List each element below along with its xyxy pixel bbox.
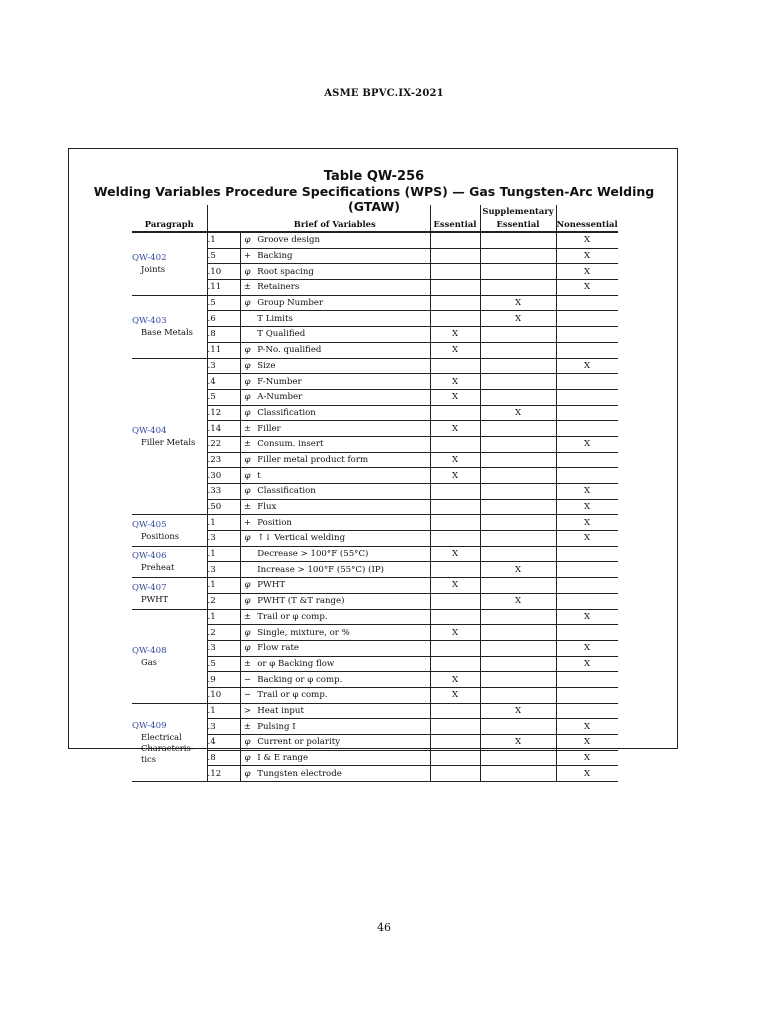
variable-number: .5 bbox=[207, 389, 240, 405]
variable-number: .9 bbox=[207, 672, 240, 688]
paragraph-code: QW-404 bbox=[132, 425, 167, 436]
nonessential-mark bbox=[556, 593, 618, 609]
essential-mark: X bbox=[430, 625, 480, 641]
essential-mark bbox=[430, 499, 480, 515]
nonessential-mark: X bbox=[556, 735, 618, 751]
essential-mark: X bbox=[430, 546, 480, 562]
essential-mark: X bbox=[430, 578, 480, 594]
supplementary-mark bbox=[480, 672, 556, 688]
variable-brief bbox=[240, 672, 430, 688]
nonessential-mark bbox=[556, 421, 618, 437]
variable-symbol: ± bbox=[243, 721, 252, 732]
paragraph-cell bbox=[132, 578, 207, 609]
variable-symbol: φ bbox=[244, 470, 251, 481]
variable-description: PWHT bbox=[257, 580, 286, 591]
variable-number: .3 bbox=[207, 640, 240, 656]
supplementary-mark bbox=[480, 327, 556, 343]
variable-description: Retainers bbox=[257, 282, 300, 293]
paragraph-cell bbox=[132, 358, 207, 515]
variable-symbol: φ bbox=[244, 235, 251, 246]
table-row bbox=[132, 515, 618, 531]
variable-brief bbox=[240, 436, 430, 452]
variable-number: .5 bbox=[207, 656, 240, 672]
nonessential-mark bbox=[556, 625, 618, 641]
supplementary-mark: X bbox=[480, 593, 556, 609]
essential-mark bbox=[430, 750, 480, 766]
variable-number: .1 bbox=[207, 703, 240, 719]
variable-symbol: ± bbox=[243, 611, 252, 622]
variable-brief bbox=[240, 358, 430, 374]
variable-brief bbox=[240, 452, 430, 468]
nonessential-mark: X bbox=[556, 640, 618, 656]
variable-number: .2 bbox=[207, 593, 240, 609]
paragraph-label: Preheat bbox=[141, 562, 175, 573]
variable-brief bbox=[240, 546, 430, 562]
variable-brief bbox=[240, 342, 430, 358]
nonessential-mark: X bbox=[556, 436, 618, 452]
paragraph-code: QW-407 bbox=[132, 582, 167, 593]
variable-number: .8 bbox=[207, 327, 240, 343]
col-header-essential: Essential bbox=[430, 218, 480, 232]
variable-number: .33 bbox=[207, 484, 240, 500]
supplementary-mark: X bbox=[480, 311, 556, 327]
table-row bbox=[132, 358, 618, 374]
col-header-nonessential: Nonessential bbox=[556, 218, 618, 232]
variable-description: Classification bbox=[257, 486, 316, 497]
variable-brief bbox=[240, 421, 430, 437]
variable-symbol: φ bbox=[244, 768, 251, 779]
essential-mark bbox=[430, 248, 480, 264]
essential-mark: X bbox=[430, 672, 480, 688]
variable-number: .6 bbox=[207, 311, 240, 327]
variable-brief bbox=[240, 593, 430, 609]
variable-number: .14 bbox=[207, 421, 240, 437]
variable-description: ↑↓ Vertical welding bbox=[257, 533, 346, 544]
essential-mark: X bbox=[430, 389, 480, 405]
variable-brief bbox=[240, 389, 430, 405]
table-row bbox=[132, 578, 618, 594]
variable-description: P-No. qualified bbox=[257, 345, 322, 356]
paragraph-code: QW-409 bbox=[132, 720, 167, 731]
variable-description: Backing or φ comp. bbox=[257, 674, 343, 685]
variable-symbol: φ bbox=[244, 376, 251, 387]
variable-brief bbox=[240, 374, 430, 390]
essential-mark bbox=[430, 264, 480, 280]
page-number: 46 bbox=[377, 921, 391, 934]
table-frame bbox=[68, 148, 678, 779]
nonessential-mark: X bbox=[556, 248, 618, 264]
variable-description: T Limits bbox=[257, 313, 293, 324]
variable-description: I & E range bbox=[257, 753, 309, 764]
variable-number: .1 bbox=[207, 546, 240, 562]
variable-description: Group Number bbox=[257, 298, 324, 309]
variable-description: Decrease > 100°F (55°C) bbox=[257, 549, 369, 560]
essential-mark bbox=[430, 562, 480, 578]
variable-description: PWHT (T &T range) bbox=[257, 596, 345, 607]
document-header: ASME BPVC.IX-2021 bbox=[324, 88, 444, 99]
variable-brief bbox=[240, 484, 430, 500]
paragraph-code: QW-408 bbox=[132, 645, 167, 656]
variable-description: F-Number bbox=[257, 376, 302, 387]
variable-brief bbox=[240, 687, 430, 703]
variable-brief bbox=[240, 719, 430, 735]
essential-mark bbox=[430, 531, 480, 547]
supplementary-mark bbox=[480, 358, 556, 374]
variable-symbol: φ bbox=[244, 360, 251, 371]
variable-number: .11 bbox=[207, 342, 240, 358]
essential-mark: X bbox=[430, 468, 480, 484]
variable-brief bbox=[240, 280, 430, 296]
col-header-brief: Brief of Variables bbox=[240, 218, 430, 232]
table-row bbox=[132, 295, 618, 311]
supplementary-mark: X bbox=[480, 562, 556, 578]
nonessential-mark bbox=[556, 327, 618, 343]
variable-symbol: − bbox=[243, 690, 252, 701]
supplementary-mark bbox=[480, 468, 556, 484]
variable-symbol: ± bbox=[243, 658, 252, 669]
paragraph-label: PWHT bbox=[141, 593, 169, 604]
variable-number: .1 bbox=[207, 515, 240, 531]
paragraph-cell bbox=[132, 515, 207, 546]
variable-symbol: φ bbox=[244, 486, 251, 497]
supplementary-mark: X bbox=[480, 405, 556, 421]
variable-brief bbox=[240, 625, 430, 641]
variable-brief bbox=[240, 232, 430, 248]
essential-mark bbox=[430, 609, 480, 625]
essential-mark bbox=[430, 280, 480, 296]
variable-description: Flux bbox=[257, 502, 277, 513]
supplementary-mark bbox=[480, 531, 556, 547]
supplementary-mark bbox=[480, 766, 556, 782]
paragraph-code: QW-403 bbox=[132, 316, 167, 327]
variable-number: .12 bbox=[207, 405, 240, 421]
variable-symbol: φ bbox=[244, 298, 251, 309]
variable-number: .12 bbox=[207, 766, 240, 782]
essential-mark: X bbox=[430, 374, 480, 390]
col-header-supplementary-top: Supplementary bbox=[480, 205, 556, 218]
paragraph-label: Filler Metals bbox=[141, 436, 196, 447]
table-body bbox=[132, 232, 618, 782]
supplementary-mark bbox=[480, 750, 556, 766]
supplementary-mark: X bbox=[480, 703, 556, 719]
variable-number: .3 bbox=[207, 358, 240, 374]
paragraph-label: Electrical Characteris- tics bbox=[141, 731, 194, 764]
variable-number: .5 bbox=[207, 295, 240, 311]
variable-description: Trail or φ comp. bbox=[257, 690, 328, 701]
variable-symbol: φ bbox=[244, 643, 251, 654]
supplementary-mark bbox=[480, 625, 556, 641]
variable-number: .3 bbox=[207, 719, 240, 735]
variable-symbol: φ bbox=[244, 737, 251, 748]
variable-brief bbox=[240, 735, 430, 751]
variable-brief bbox=[240, 562, 430, 578]
nonessential-mark: X bbox=[556, 719, 618, 735]
nonessential-mark bbox=[556, 703, 618, 719]
nonessential-mark bbox=[556, 342, 618, 358]
nonessential-mark bbox=[556, 546, 618, 562]
variable-symbol: φ bbox=[244, 392, 251, 403]
variable-number: .8 bbox=[207, 750, 240, 766]
essential-mark bbox=[430, 656, 480, 672]
variable-description: Groove design bbox=[257, 235, 321, 246]
nonessential-mark: X bbox=[556, 656, 618, 672]
supplementary-mark bbox=[480, 499, 556, 515]
essential-mark bbox=[430, 593, 480, 609]
essential-mark: X bbox=[430, 687, 480, 703]
col-header-paragraph: Paragraph bbox=[132, 218, 207, 232]
variable-brief bbox=[240, 703, 430, 719]
paragraph-code: QW-402 bbox=[132, 253, 167, 264]
variable-description: Classification bbox=[257, 407, 316, 418]
variable-symbol: φ bbox=[244, 533, 251, 544]
supplementary-mark bbox=[480, 546, 556, 562]
paragraph-label: Joints bbox=[141, 264, 166, 275]
table-row bbox=[132, 703, 618, 719]
variable-description: Root spacing bbox=[257, 266, 314, 277]
variable-brief bbox=[240, 609, 430, 625]
col-header-supplementary-bottom: Essential bbox=[480, 218, 556, 232]
variable-description: Flow rate bbox=[257, 643, 299, 654]
variable-number: .22 bbox=[207, 436, 240, 452]
variable-symbol: φ bbox=[244, 753, 251, 764]
essential-mark bbox=[430, 640, 480, 656]
variable-brief bbox=[240, 578, 430, 594]
essential-mark bbox=[430, 358, 480, 374]
supplementary-mark bbox=[480, 515, 556, 531]
variable-number: .5 bbox=[207, 248, 240, 264]
variable-symbol: φ bbox=[244, 454, 251, 465]
supplementary-mark bbox=[480, 687, 556, 703]
nonessential-mark: X bbox=[556, 484, 618, 500]
variable-description: Single, mixture, or % bbox=[257, 627, 350, 638]
variables-table bbox=[132, 205, 618, 782]
variable-symbol: ± bbox=[243, 439, 252, 450]
variable-description: Pulsing I bbox=[257, 721, 296, 732]
essential-mark bbox=[430, 311, 480, 327]
supplementary-mark bbox=[480, 280, 556, 296]
variable-description: Filler bbox=[257, 423, 281, 434]
variable-number: .10 bbox=[207, 687, 240, 703]
paragraph-cell bbox=[132, 546, 207, 577]
variable-brief bbox=[240, 640, 430, 656]
supplementary-mark bbox=[480, 656, 556, 672]
variable-symbol: φ bbox=[244, 580, 251, 591]
paragraph-cell bbox=[132, 703, 207, 781]
variable-description: Size bbox=[257, 360, 276, 371]
table-title: Table QW-256 bbox=[323, 169, 425, 184]
supplementary-mark: X bbox=[480, 735, 556, 751]
essential-mark bbox=[430, 703, 480, 719]
supplementary-mark bbox=[480, 264, 556, 280]
nonessential-mark bbox=[556, 468, 618, 484]
variable-number: .3 bbox=[207, 562, 240, 578]
supplementary-mark bbox=[480, 436, 556, 452]
variable-brief bbox=[240, 295, 430, 311]
variable-symbol: φ bbox=[244, 407, 251, 418]
variable-description: A-Number bbox=[257, 392, 303, 403]
supplementary-mark bbox=[480, 609, 556, 625]
table-row bbox=[132, 609, 618, 625]
variable-number: .11 bbox=[207, 280, 240, 296]
nonessential-mark bbox=[556, 578, 618, 594]
nonessential-mark bbox=[556, 311, 618, 327]
essential-mark: X bbox=[430, 327, 480, 343]
variable-number: .4 bbox=[207, 735, 240, 751]
essential-mark bbox=[430, 295, 480, 311]
supplementary-mark bbox=[480, 342, 556, 358]
supplementary-mark bbox=[480, 374, 556, 390]
essential-mark bbox=[430, 735, 480, 751]
nonessential-mark: X bbox=[556, 609, 618, 625]
essential-mark: X bbox=[430, 421, 480, 437]
variable-brief bbox=[240, 656, 430, 672]
variable-symbol: φ bbox=[244, 266, 251, 277]
essential-mark bbox=[430, 436, 480, 452]
variable-number: .50 bbox=[207, 499, 240, 515]
supplementary-mark: X bbox=[480, 295, 556, 311]
variable-symbol: φ bbox=[244, 345, 251, 356]
variable-description: Consum. insert bbox=[257, 439, 324, 450]
variable-brief bbox=[240, 405, 430, 421]
variable-number: .10 bbox=[207, 264, 240, 280]
variable-brief bbox=[240, 468, 430, 484]
essential-mark bbox=[430, 232, 480, 248]
variable-brief bbox=[240, 531, 430, 547]
variable-description: Trail or φ comp. bbox=[257, 611, 328, 622]
essential-mark bbox=[430, 719, 480, 735]
variable-number: .23 bbox=[207, 452, 240, 468]
nonessential-mark: X bbox=[556, 358, 618, 374]
variable-brief bbox=[240, 327, 430, 343]
nonessential-mark bbox=[556, 374, 618, 390]
variable-description: Filler metal product form bbox=[257, 454, 369, 465]
nonessential-mark: X bbox=[556, 515, 618, 531]
variable-brief bbox=[240, 750, 430, 766]
variable-brief bbox=[240, 515, 430, 531]
nonessential-mark bbox=[556, 562, 618, 578]
essential-mark bbox=[430, 515, 480, 531]
variable-description: T Qualified bbox=[257, 329, 306, 340]
paragraph-code: QW-405 bbox=[132, 520, 167, 531]
paragraph-cell bbox=[132, 609, 207, 703]
variable-symbol: + bbox=[243, 251, 252, 262]
supplementary-mark bbox=[480, 248, 556, 264]
supplementary-mark bbox=[480, 452, 556, 468]
table-subtitle: Welding Variables Procedure Specifications (WPS) — Gas Tungsten-Arc Welding (GTAW) bbox=[93, 184, 655, 214]
variable-number: .4 bbox=[207, 374, 240, 390]
variable-description: or φ Backing flow bbox=[257, 658, 335, 669]
variable-brief bbox=[240, 248, 430, 264]
nonessential-mark bbox=[556, 687, 618, 703]
nonessential-mark: X bbox=[556, 531, 618, 547]
paragraph-cell bbox=[132, 232, 207, 295]
essential-mark bbox=[430, 766, 480, 782]
variable-brief bbox=[240, 311, 430, 327]
supplementary-mark bbox=[480, 719, 556, 735]
nonessential-mark bbox=[556, 405, 618, 421]
essential-mark bbox=[430, 484, 480, 500]
variable-description: Heat input bbox=[257, 705, 304, 716]
variable-brief bbox=[240, 264, 430, 280]
variable-symbol: ± bbox=[243, 502, 252, 513]
essential-mark bbox=[430, 405, 480, 421]
variable-symbol: + bbox=[243, 517, 252, 528]
paragraph-label: Positions bbox=[141, 531, 180, 542]
supplementary-mark bbox=[480, 484, 556, 500]
variable-number: .1 bbox=[207, 578, 240, 594]
variable-number: .1 bbox=[207, 609, 240, 625]
variable-symbol: φ bbox=[244, 627, 251, 638]
supplementary-mark bbox=[480, 640, 556, 656]
paragraph-cell bbox=[132, 295, 207, 358]
nonessential-mark bbox=[556, 295, 618, 311]
table-row bbox=[132, 232, 618, 248]
nonessential-mark: X bbox=[556, 232, 618, 248]
nonessential-mark bbox=[556, 672, 618, 688]
nonessential-mark: X bbox=[556, 750, 618, 766]
nonessential-mark: X bbox=[556, 499, 618, 515]
variable-description: Position bbox=[257, 517, 292, 528]
variable-symbol: ± bbox=[243, 282, 252, 293]
table-row bbox=[132, 546, 618, 562]
variable-number: .2 bbox=[207, 625, 240, 641]
variable-description: Tungsten electrode bbox=[257, 768, 342, 779]
supplementary-mark bbox=[480, 389, 556, 405]
nonessential-mark: X bbox=[556, 766, 618, 782]
variable-symbol: ± bbox=[243, 423, 252, 434]
essential-mark: X bbox=[430, 342, 480, 358]
variable-description: Backing bbox=[257, 251, 293, 262]
supplementary-mark bbox=[480, 578, 556, 594]
variable-description: Current or polarity bbox=[257, 737, 341, 748]
variable-symbol: φ bbox=[244, 596, 251, 607]
paragraph-label: Base Metals bbox=[141, 327, 193, 338]
variable-number: .30 bbox=[207, 468, 240, 484]
supplementary-mark bbox=[480, 421, 556, 437]
nonessential-mark bbox=[556, 452, 618, 468]
supplementary-mark bbox=[480, 232, 556, 248]
nonessential-mark bbox=[556, 389, 618, 405]
variable-description: Increase > 100°F (55°C) (IP) bbox=[257, 564, 384, 575]
variable-brief bbox=[240, 499, 430, 515]
table-header bbox=[132, 205, 618, 232]
variable-number: .1 bbox=[207, 232, 240, 248]
variable-description: t bbox=[257, 470, 261, 481]
essential-mark: X bbox=[430, 452, 480, 468]
variable-symbol: > bbox=[243, 705, 252, 716]
nonessential-mark: X bbox=[556, 280, 618, 296]
variable-symbol: − bbox=[243, 674, 252, 685]
paragraph-code: QW-406 bbox=[132, 551, 167, 562]
paragraph-label: Gas bbox=[141, 656, 157, 667]
variable-brief bbox=[240, 766, 430, 782]
variable-number: .3 bbox=[207, 531, 240, 547]
nonessential-mark: X bbox=[556, 264, 618, 280]
